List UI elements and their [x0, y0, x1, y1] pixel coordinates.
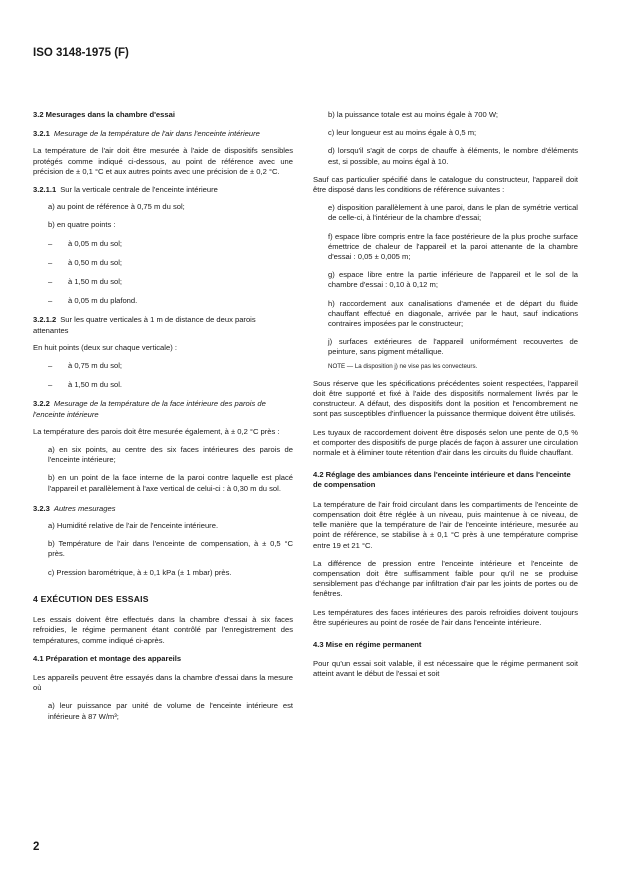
section-4-1-text: Les appareils peuvent être essayés dans la chambre d'essai dans la mesure où [33, 672, 293, 693]
list-item-a: a) en six points, au centre des six faces intérieures des parois de l'enceinte intérieure; [48, 445, 293, 465]
section-3-2-1-text: La température de l'air doit être mesurée à l'aide de dispositifs sensibles protégés comme indiqué ci-dessous, au point de référence avec une précision de ± 0,1 °C et aux autres points avec une précision de ± 0,2 °C. [33, 146, 293, 176]
section-4-text: Les essais doivent être effectués dans la chambre d'essai à six faces refroidies, le régime permanent étant contrôlé par l'enregistrement des températures, comme indiqué ci-après. [33, 615, 293, 645]
section-3-2-1-heading: 3.2.1 Mesurage de la température de l'air dans l'enceinte intérieure [33, 129, 260, 139]
note: NOTE — La disposition j) ne vise pas les convecteurs. [328, 362, 478, 370]
dash-item: – à 0,05 m du plafond. [33, 296, 293, 306]
section-3-2-1-2-intro: En huit points (deux sur chaque verticale) : [33, 342, 177, 352]
list-item-g: g) espace libre entre la partie inférieure de l'appareil et le sol de la chambre d'essai : 0,10 à 0,12 m; [328, 270, 578, 290]
list-item-a: a) Humidité relative de l'air de l'enceinte intérieure. [48, 521, 219, 531]
list-item-h: h) raccordement aux canalisations d'amenée et de départ du fluide chauffant effectué en diagonale, arrivée par le haut, sauf indications contraires imposées par le constructeur; [328, 298, 578, 329]
list-item-b: b) la puissance totale est au moins égale à 700 W; [328, 110, 498, 119]
reference-conditions-intro: Sauf cas particulier spécifié dans le catalogue du constructeur, l'appareil doit être disposé dans les conditions de référence suivantes : [313, 174, 578, 195]
list-item-c: c) leur longueur est au moins égale à 0,5 m; [328, 128, 477, 138]
list-item-c: c) Pression barométrique, à ± 0,1 kPa (± 1 mbar) près. [48, 567, 232, 577]
section-3-2-1-1-heading: 3.2.1.1 Sur la verticale centrale de l'enceinte intérieure [33, 185, 218, 195]
section-4-3-text: Pour qu'un essai soit valable, il est nécessaire que le régime permanent soit atteint avant le début de l'essai et soit [313, 659, 578, 679]
section-4-heading: 4 EXÉCUTION DES ESSAIS [33, 593, 149, 604]
left-column [33, 110, 293, 730]
section-3-2-1-2-heading: 3.2.1.2 Sur les quatre verticales à 1 m de distance de deux parois attenantes [33, 315, 256, 335]
list-item-e: e) disposition parallèlement à une paroi, dans le plan de symétrie vertical de celle-ci, à l'intérieur de la chambre d'essai; [328, 203, 578, 223]
section-4-1-heading: 4.1 Préparation et montage des appareils [33, 653, 182, 663]
dash-item: – à 0,05 m du sol; [33, 239, 293, 249]
dash-item: – à 0,75 m du sol; [33, 361, 293, 371]
document-header: ISO 3148-1975 (F) [33, 47, 129, 59]
section-4-2-heading: 4.2 Réglage des ambiances dans l'enceinte intérieure et dans l'enceinte de compensation [313, 470, 571, 490]
section-3-2-3-heading: 3.2.3 Autres mesurages [33, 503, 116, 513]
section-3-2-2-heading: 3.2.2 Mesurage de la température de la face intérieure des parois de l'enceinte intérieure [33, 399, 266, 419]
section-3-2-heading: 3.2 Mesurages dans la chambre d'essai [33, 110, 175, 119]
dash-item: – à 1,50 m du sol. [33, 380, 293, 390]
list-item-a: a) leur puissance par unité de volume de l'enceinte intérieure est inférieure à 87 W/m³; [48, 701, 293, 721]
section-4-2-paragraph: La température de l'air froid circulant dans les compartiments de l'enceinte de compensation doit être réglée à un niveau, puis maintenue à ce niveau, de telle manière que la température de l'air de l'enceinte intérieure, mesurée au point de référence, se stabilise à ± 0,1 °C près à une température comprise entre 19 et 21 °C. [313, 499, 578, 550]
section-4-3-heading: 4.3 Mise en régime permanent [313, 639, 422, 649]
dash-item: – à 1,50 m du sol; [33, 277, 293, 287]
list-item-b: b) en quatre points : [48, 220, 116, 230]
section-4-2-paragraph: La différence de pression entre l'enceinte intérieure et l'enceinte de compensation doit être suffisamment faible pour qu'il ne se produise sensiblement pas d'échange par infiltration d'air par les joints de portes ou de fenêtres. [313, 558, 578, 599]
piping-paragraph: Les tuyaux de raccordement doivent être disposés selon une pente de 0,5 % et comporter des dispositifs de purge placés de façon à assurer une circulation normale et à éliminer toute rétention d'air dans les circuits du fluide chauffant. [313, 427, 578, 458]
list-item-j: j) surfaces extérieures de l'appareil uniformément recouvertes de peinture, sans pigment métallique. [328, 337, 578, 357]
list-item-f: f) espace libre compris entre la face postérieure de la plus proche surface émettrice de chaleur de l'appareil et la paroi attenante de la chambre d'essai : 0,05 ± 0,005 m; [328, 231, 578, 262]
section-3-2-2-text: La température des parois doit être mesurée également, à ± 0,2 °C près : [33, 426, 280, 436]
page-number: 2 [33, 841, 40, 853]
list-item-d: d) lorsqu'il s'agit de corps de chauffe à éléments, le nombre d'éléments est, si possible, au moins égal à 10. [328, 146, 578, 166]
right-column [313, 110, 578, 688]
section-4-2-paragraph: Les températures des faces intérieures des parois refroidies doivent toujours être supérieures au point de rosée de l'air dans l'enceinte intérieure. [313, 607, 578, 627]
dash-item: – à 0,50 m du sol; [33, 258, 293, 268]
list-item-a: a) au point de référence à 0,75 m du sol; [48, 202, 185, 212]
list-item-b: b) en un point de la face interne de la paroi contre laquelle est placé l'appareil et parallèlement à l'axe vertical de celui-ci : à 0,30 m du sol. [48, 473, 293, 493]
list-item-b: b) Température de l'air dans l'enceinte de compensation, à ± 0,5 °C près. [48, 539, 293, 559]
mounting-paragraph: Sous réserve que les spécifications précédentes soient respectées, l'appareil doit être supporté et fixé à l'aide des dispositifs normalement livrés par le constructeur. A défaut, des dispositifs dont la position et l'encombrement ne sont pas susceptibles d'influencer la puissance thermique doivent être utilisés. [313, 378, 578, 419]
